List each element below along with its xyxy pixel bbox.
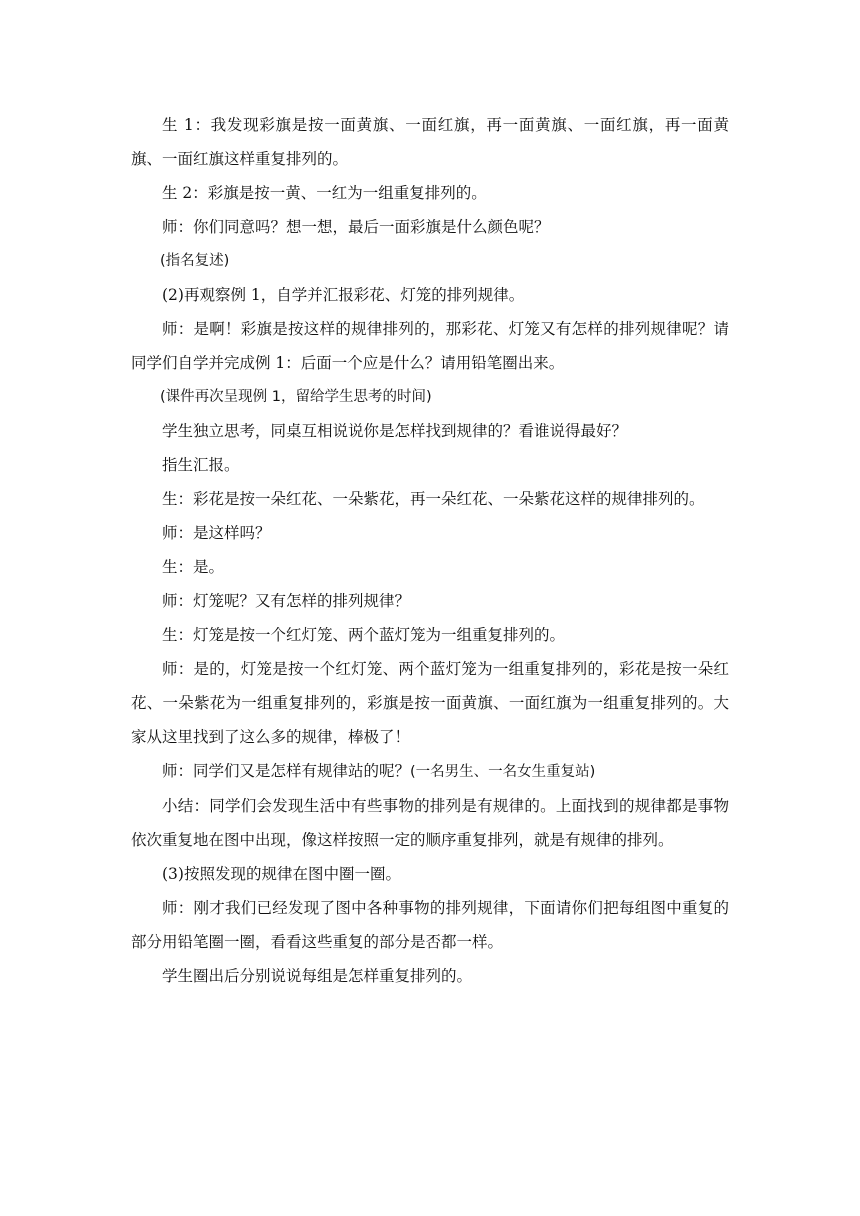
paragraph-student-flowers: 生：彩花是按一朵红花、一朵紫花，再一朵红花、一朵紫花这样的规律排列的。 — [162, 490, 705, 508]
paragraph-step-3: (3)按照发现的规律在图中圈一圈。 — [162, 865, 401, 883]
paragraph-report: 指生汇报。 — [162, 456, 240, 474]
paragraph-independent-thinking: 学生独立思考，同桌互相说说你是怎样找到规律的？看谁说得最好？ — [162, 422, 628, 440]
document-body — [131, 108, 729, 993]
paragraph-students-circle: 学生圈出后分别说说每组是怎样重复排列的。 — [162, 967, 473, 985]
teacher-standing-text: 师：同学们又是怎样有规律站的呢？ — [162, 762, 411, 780]
paragraph-student-lanterns: 生：灯笼是按一个红灯笼、两个蓝灯笼为一组重复排列的。 — [162, 626, 566, 644]
paragraph-summary: 小结：同学们会发现生活中有些事物的排列是有规律的。上面找到的规律都是事物依次重复地在图中出现，像这样按照一定的顺序重复排列，就是有规律的排列。 — [131, 797, 729, 849]
paragraph-teacher-question: 师：你们同意吗？想一想，最后一面彩旗是什么颜色呢？ — [162, 218, 550, 236]
stage-note-standing: (一名男生、一名女生重复站) — [410, 764, 596, 780]
paragraph-teacher-standing — [131, 754, 729, 789]
paragraph-step-2: (2)再观察例 1，自学并汇报彩花、灯笼的排列规律。 — [162, 286, 525, 304]
paragraph-student1: 生 1：我发现彩旗是按一面黄旗、一面红旗，再一面黄旗、一面红旗，再一面黄旗、一面红旗这样重复排列的。 — [131, 116, 729, 168]
paragraph-teacher-summary-praise: 师：是的，灯笼是按一个红灯笼、两个蓝灯笼为一组重复排列的，彩花是按一朵红花、一朵紫花为一组重复排列的，彩旗是按一面黄旗、一面红旗为一组重复排列的。大家从这里找到了这么多的规律，棒极了！ — [131, 660, 729, 746]
paragraph-student-yes: 生：是。 — [162, 558, 225, 576]
paragraph-teacher-lanterns: 师：灯笼呢？又有怎样的排列规律？ — [162, 592, 411, 610]
paragraph-teacher-circle: 师：刚才我们已经发现了图中各种事物的排列规律，下面请你们把每组图中重复的部分用铅笔圈一圈，看看这些重复的部分是否都一样。 — [131, 899, 729, 951]
paragraph-teacher-confirm: 师：是这样吗？ — [162, 524, 271, 542]
paragraph-stage-note-courseware: (课件再次呈现例 1，留给学生思考的时间) — [160, 389, 432, 405]
paragraph-student2: 生 2：彩旗是按一黄、一红为一组重复排列的。 — [162, 184, 487, 202]
paragraph-teacher-self-study: 师：是啊！彩旗是按这样的规律排列的，那彩花、灯笼又有怎样的排列规律呢？请同学们自学并完成例 1：后面一个应是什么？请用铅笔圈出来。 — [131, 320, 729, 372]
paragraph-stage-note-retell: (指名复述) — [160, 253, 230, 269]
